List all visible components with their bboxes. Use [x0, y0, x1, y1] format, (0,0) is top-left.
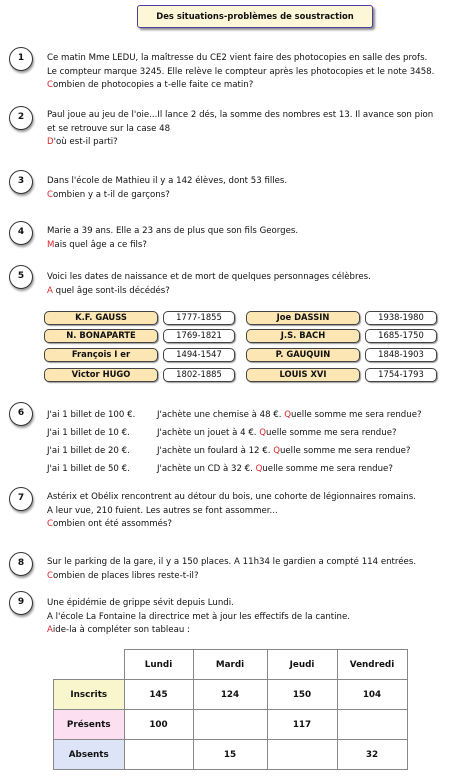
table-cell[interactable]: 32 [337, 740, 407, 770]
problem-9-line-1: Une épidémie de grippe sévit depuis Lundi. [47, 598, 234, 608]
bill-text: J'ai 1 billet de 10 €. [47, 428, 130, 438]
column-header: Jeudi [267, 650, 337, 680]
problem-6-row [47, 424, 422, 442]
table-cell[interactable]: 117 [267, 710, 337, 740]
person-name: LOUIS XVI [246, 368, 360, 382]
column-header: Mardi [193, 650, 267, 680]
person-name: Joe DASSIN [246, 311, 360, 325]
person-dates: 1848-1903 [365, 348, 437, 362]
question-text: uelle somme me sera rendue? [266, 428, 397, 438]
problem-6 [47, 406, 422, 478]
question-text: quel âge sont-ils décédés? [52, 285, 170, 296]
purchase-text: J'achète un jouet à 4 €. [157, 428, 257, 438]
problem-9-line-2: A l'école La Fontaine la directrice met à jour les effectifs de la cantine. [47, 611, 351, 622]
table-cell[interactable]: 145 [124, 680, 193, 710]
table-cell[interactable] [193, 710, 267, 740]
table-cell[interactable]: 100 [124, 710, 193, 740]
problem-4-line-1: Marie a 39 ans. Elle a 23 ans de plus que son fils Georges. [47, 226, 299, 236]
column-header: Vendredi [337, 650, 407, 680]
row-label: Inscrits [54, 680, 125, 710]
problem-3 [47, 175, 287, 202]
problem-4-question [47, 239, 298, 253]
person-name: Victor HUGO [44, 368, 158, 382]
problem-5-line-1: Voici les dates de naissance et de mort de quelques personnages célèbres. [47, 272, 371, 282]
row-label: Absents [54, 740, 125, 770]
problem-8-question [47, 570, 416, 584]
problem-7 [47, 491, 416, 532]
problem-9-question [47, 624, 350, 638]
purchase-text: J'achète un CD à 32 €. [157, 464, 253, 474]
problem-8 [47, 556, 416, 583]
table-cell[interactable]: 15 [193, 740, 267, 770]
problem-8-line-1: Sur le parking de la gare, il y a 150 places. A 11h34 le gardien a compté 114 entrées. [47, 557, 417, 567]
question-initial: M [47, 239, 55, 250]
table-header-row [54, 650, 408, 680]
table-row [54, 710, 408, 740]
problem-2-line-2: et se retrouve sur la case 48 [47, 123, 171, 134]
row-label: Présents [54, 710, 125, 740]
problem-number-3: 3 [9, 170, 33, 194]
bill-text: J'ai 1 billet de 20 €. [47, 446, 130, 456]
problem-3-question [47, 189, 287, 203]
table-row [54, 680, 408, 710]
table-cell[interactable]: 104 [337, 680, 407, 710]
problem-6-row [47, 406, 422, 424]
attendance-table [53, 649, 408, 770]
problem-3-line-1: Dans l'école de Mathieu il y a 142 élèves, dont 53 filles. [47, 176, 288, 186]
question-text: ombien de photocopies a t-elle faite ce matin? [53, 80, 254, 90]
purchase-text: J'achète un foulard à 12 €. [157, 446, 271, 456]
table-cell[interactable] [337, 710, 407, 740]
problem-1-question [47, 79, 434, 93]
problem-number-8: 8 [9, 552, 33, 576]
question-initial: D [47, 137, 54, 147]
question-text: uelle somme me sera rendue? [262, 464, 393, 474]
question-text: ombien ont été assommés? [53, 519, 172, 529]
person-dates: 1754-1793 [365, 368, 437, 382]
problem-2 [47, 109, 433, 150]
column-header: Lundi [124, 650, 193, 680]
problem-5-question [47, 285, 371, 299]
question-initial: C [47, 570, 54, 581]
problem-2-line-1: Paul joue au jeu de l'oie...Il lance 2 dés, la somme des nombres est 13. Il avance son pion [47, 110, 434, 120]
question-initial: A [47, 625, 53, 635]
problem-number-2: 2 [9, 106, 33, 130]
problem-4 [47, 225, 298, 252]
problem-number-9: 9 [9, 591, 33, 615]
question-text: 'où est-il parti? [53, 137, 118, 147]
problem-6-row [47, 460, 422, 478]
question-initial: C [47, 189, 54, 200]
person-name: N. BONAPARTE [44, 329, 158, 343]
person-dates: 1777-1855 [163, 311, 235, 325]
problem-number-7: 7 [9, 487, 33, 511]
question-initial: Q [284, 410, 292, 420]
person-name: K.F. GAUSS [44, 311, 158, 325]
question-text: uelle somme me sera rendue? [291, 410, 422, 420]
problem-9 [47, 597, 350, 638]
table-cell[interactable]: 150 [267, 680, 337, 710]
problem-number-5: 5 [9, 265, 33, 289]
person-name: J.S. BACH [246, 329, 360, 343]
person-dates: 1802-1885 [163, 368, 235, 382]
table-row [54, 740, 408, 770]
problem-7-line-2: A leur vue, 210 fuient. Les autres se font assommer... [47, 505, 278, 516]
table-cell[interactable] [124, 740, 193, 770]
question-initial: Q [273, 446, 280, 456]
person-dates: 1769-1821 [163, 329, 235, 343]
question-text: ombien de places libres reste-t-il? [53, 570, 199, 581]
question-initial: C [47, 80, 54, 90]
question-initial: C [47, 519, 54, 529]
question-text: ide-la à compléter son tableau : [52, 625, 190, 635]
page-title: Des situations-problèmes de soustraction [137, 5, 373, 28]
question-text: ombien y a t-il de garçons? [53, 189, 170, 200]
person-dates: 1685-1750 [365, 329, 437, 343]
question-text: ais quel âge a ce fils? [54, 239, 147, 250]
problem-1-line-1: Ce matin Mme LEDU, la maîtresse du CE2 vient faire des photocopies en salle des profs. [47, 53, 428, 63]
problem-7-question [47, 518, 416, 532]
question-initial: A [47, 285, 53, 296]
problem-number-1: 1 [9, 47, 33, 71]
question-initial: Q [259, 428, 267, 438]
person-name: P. GAUQUIN [246, 348, 360, 362]
problem-1 [47, 52, 434, 93]
purchase-text: J'achète une chemise à 48 €. [157, 410, 282, 420]
problem-5 [47, 271, 371, 298]
table-cell[interactable] [267, 740, 337, 770]
problem-number-6: 6 [9, 402, 33, 426]
question-text: uelle somme me sera rendue? [279, 446, 411, 456]
table-cell[interactable]: 124 [193, 680, 267, 710]
person-name: François I er [44, 348, 158, 362]
problem-7-line-1: Astérix et Obélix rencontrent au détour du bois, une cohorte de légionnaires romains. [47, 492, 416, 502]
person-dates: 1494-1547 [163, 348, 235, 362]
problem-1-line-2: Le compteur marque 3245. Elle relève le compteur après les photocopies et le note 3458. [47, 66, 435, 77]
problem-6-row [47, 442, 422, 460]
table-corner [54, 650, 125, 680]
question-initial: Q [255, 464, 263, 474]
problem-2-question [47, 136, 433, 150]
problem-number-4: 4 [9, 221, 33, 245]
bill-text: J'ai 1 billet de 100 €. [47, 410, 136, 420]
bill-text: J'ai 1 billet de 50 €. [47, 464, 130, 474]
person-dates: 1938-1980 [365, 311, 437, 325]
